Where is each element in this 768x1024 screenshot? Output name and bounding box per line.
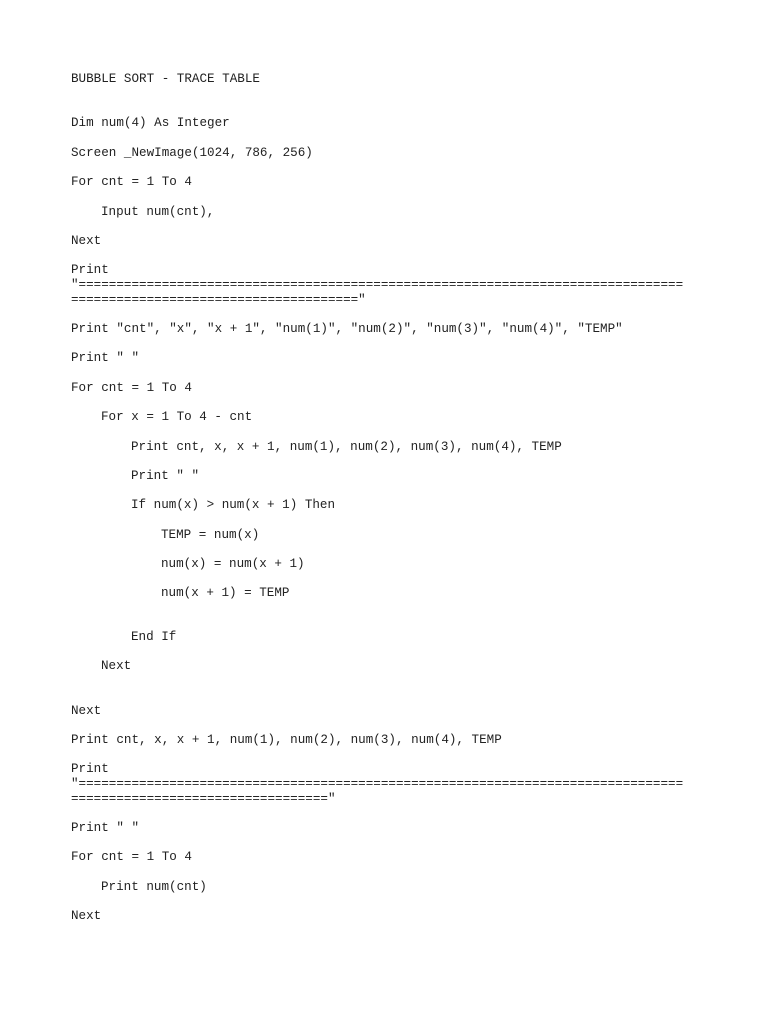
code-line-continued: "================================================================================ bbox=[71, 777, 684, 791]
code-line: Next bbox=[71, 704, 102, 718]
code-line: End If bbox=[131, 630, 177, 644]
code-line: If num(x) > num(x + 1) Then bbox=[131, 498, 336, 512]
code-line: For x = 1 To 4 - cnt bbox=[101, 410, 253, 424]
code-line: Next bbox=[101, 659, 132, 673]
code-line: Dim num(4) As Integer bbox=[71, 116, 230, 130]
code-line: Print cnt, x, x + 1, num(1), num(2), num(3), num(4), TEMP bbox=[71, 733, 502, 747]
code-line: Next bbox=[71, 234, 102, 248]
code-line-continued: ======================================" bbox=[71, 293, 366, 307]
code-line: For cnt = 1 To 4 bbox=[71, 175, 192, 189]
code-line: Next bbox=[71, 909, 102, 923]
code-line: Print "cnt", "x", "x + 1", "num(1)", "num(2)", "num(3)", "num(4)", "TEMP" bbox=[71, 322, 623, 336]
code-line: TEMP = num(x) bbox=[161, 528, 260, 542]
code-line: num(x) = num(x + 1) bbox=[161, 557, 305, 571]
code-line-continued: "================================================================================ bbox=[71, 278, 684, 292]
document-title: BUBBLE SORT - TRACE TABLE bbox=[71, 72, 260, 86]
code-line: Print " " bbox=[71, 351, 140, 365]
code-line: Input num(cnt), bbox=[101, 205, 215, 219]
code-line: For cnt = 1 To 4 bbox=[71, 381, 192, 395]
code-line: Print " " bbox=[71, 821, 140, 835]
code-line: Print bbox=[71, 263, 109, 277]
code-line: Print " " bbox=[131, 469, 200, 483]
code-line-continued: ==================================" bbox=[71, 792, 336, 806]
code-line: Screen _NewImage(1024, 786, 256) bbox=[71, 146, 313, 160]
code-line: Print num(cnt) bbox=[101, 880, 207, 894]
code-line: Print bbox=[71, 762, 109, 776]
code-line: num(x + 1) = TEMP bbox=[161, 586, 290, 600]
code-line: For cnt = 1 To 4 bbox=[71, 850, 192, 864]
code-line: Print cnt, x, x + 1, num(1), num(2), num(3), num(4), TEMP bbox=[131, 440, 562, 454]
